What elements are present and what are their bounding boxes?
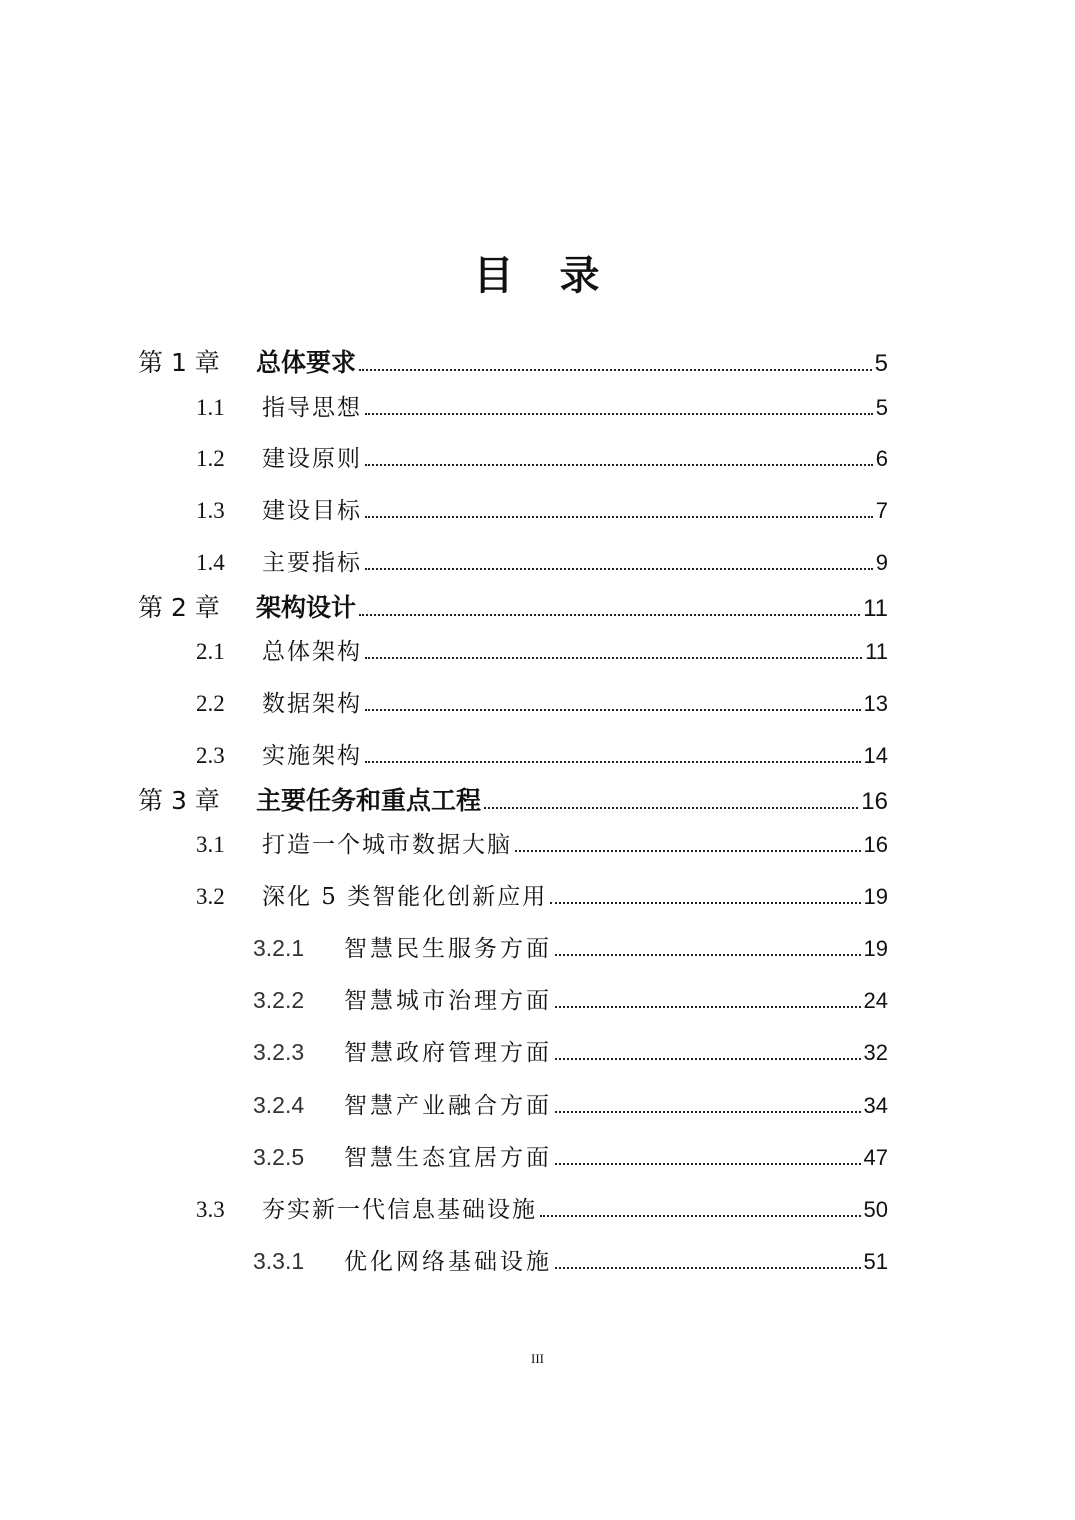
toc-page-number: 32 (863, 1040, 888, 1065)
toc-label: 主要指标 (262, 550, 362, 576)
toc-label: 优化网络基础设施 (344, 1249, 552, 1275)
toc-label: 打造一个城市数据大脑 (262, 832, 512, 858)
dot-leader (484, 807, 858, 809)
toc-label: 建设目标 (262, 498, 362, 524)
toc-entry-3-2-5[interactable] (253, 1139, 888, 1172)
dot-leader (365, 761, 861, 763)
footer-page-number: III (531, 1351, 544, 1366)
toc-number: 3.2.5 (253, 1144, 305, 1170)
dot-leader (555, 1058, 861, 1060)
toc-entry-3-2-1[interactable] (253, 930, 888, 963)
toc-number: 1.1 (196, 395, 225, 420)
toc-entry-3-3-1[interactable] (253, 1243, 888, 1276)
toc-number: 第 1 章 (138, 348, 220, 377)
toc-page-number: 11 (863, 595, 888, 622)
toc-page-number: 19 (863, 884, 888, 909)
toc-entry-3-3[interactable] (196, 1191, 888, 1224)
toc-number: 3.2.2 (253, 987, 305, 1013)
toc-label: 指导思想 (262, 395, 362, 421)
toc-page-number: 9 (875, 550, 888, 575)
toc-number: 2.1 (196, 639, 225, 664)
toc-number: 1.4 (196, 550, 225, 575)
toc-entry-2-3[interactable] (196, 737, 888, 770)
dot-leader (365, 413, 873, 415)
toc-label: 数据架构 (262, 691, 362, 717)
dot-leader (540, 1215, 861, 1217)
toc-entry-chapter-2[interactable] (138, 588, 888, 624)
toc-page-number: 34 (863, 1093, 888, 1118)
toc-page-number: 14 (863, 743, 888, 768)
dot-leader (359, 369, 872, 371)
toc-number: 2.3 (196, 743, 225, 768)
dot-leader (555, 1163, 861, 1165)
dot-leader (515, 850, 861, 852)
toc-page-number: 13 (863, 691, 888, 716)
toc-number: 2.2 (196, 691, 225, 716)
toc-page-number: 5 (874, 350, 888, 377)
toc-page-number: 50 (863, 1197, 888, 1222)
toc-entry-3-2-4[interactable] (253, 1087, 888, 1120)
title-char-2: 录 (559, 252, 602, 299)
toc-number: 3.2 (196, 884, 225, 909)
toc-page-number: 47 (863, 1145, 888, 1170)
dot-leader (555, 1006, 861, 1008)
toc-number: 第 2 章 (138, 593, 220, 622)
dot-leader (359, 614, 860, 616)
toc-entry-1-1[interactable] (196, 389, 888, 422)
toc-entry-1-2[interactable] (196, 440, 888, 473)
toc-page-number: 7 (875, 498, 888, 523)
dot-leader (555, 1267, 861, 1269)
dot-leader (555, 1111, 861, 1113)
toc-entry-1-4[interactable] (196, 544, 888, 577)
toc-number: 3.2.4 (253, 1092, 305, 1118)
toc-number: 1.2 (196, 446, 225, 471)
toc-page-number: 51 (863, 1249, 888, 1274)
toc-page-number: 11 (865, 639, 888, 664)
toc-number: 第 3 章 (138, 786, 220, 815)
dot-leader (550, 902, 860, 904)
toc-page-number: 5 (875, 395, 888, 420)
toc-label: 智慧生态宜居方面 (344, 1145, 552, 1171)
toc-entry-2-1[interactable] (196, 633, 888, 666)
toc-label: 深化 5 类智能化创新应用 (262, 884, 548, 910)
toc-page-number: 16 (861, 788, 888, 815)
toc-entry-chapter-1[interactable] (138, 343, 888, 379)
toc-page-number: 16 (863, 832, 888, 857)
toc-page-number: 19 (863, 936, 888, 961)
toc-label: 建设原则 (262, 446, 362, 472)
toc-label: 总体架构 (262, 639, 362, 665)
toc-entry-chapter-3[interactable] (138, 781, 888, 817)
toc-number: 3.2.1 (253, 935, 305, 961)
toc-entry-2-2[interactable] (196, 685, 888, 718)
toc-entry-3-2-2[interactable] (253, 982, 888, 1015)
toc-label: 智慧产业融合方面 (344, 1093, 552, 1119)
toc-number: 3.1 (196, 832, 225, 857)
toc-entry-1-3[interactable] (196, 492, 888, 525)
toc-label: 智慧政府管理方面 (344, 1040, 552, 1066)
dot-leader (365, 568, 873, 570)
toc-label: 智慧城市治理方面 (344, 988, 552, 1014)
dot-leader (555, 954, 861, 956)
toc-entry-3-2[interactable] (196, 878, 888, 911)
toc-page-number: 24 (863, 988, 888, 1013)
toc-label: 主要任务和重点工程 (256, 786, 482, 815)
toc-label: 实施架构 (262, 743, 362, 769)
toc-number: 3.3.1 (253, 1248, 305, 1274)
toc-page-number: 6 (875, 446, 888, 471)
dot-leader (365, 709, 861, 711)
toc-number: 3.3 (196, 1197, 225, 1222)
toc-number: 3.2.3 (253, 1039, 305, 1065)
toc-entry-3-1[interactable] (196, 826, 888, 859)
toc-label: 架构设计 (256, 593, 357, 622)
title-char-1: 目 (473, 252, 516, 299)
toc-entry-3-2-3[interactable] (253, 1034, 888, 1067)
toc-number: 1.3 (196, 498, 225, 523)
toc-label: 夯实新一代信息基础设施 (262, 1197, 537, 1223)
dot-leader (365, 464, 873, 466)
toc-label: 总体要求 (256, 348, 357, 377)
dot-leader (365, 516, 873, 518)
toc-label: 智慧民生服务方面 (344, 936, 552, 962)
dot-leader (365, 657, 862, 659)
